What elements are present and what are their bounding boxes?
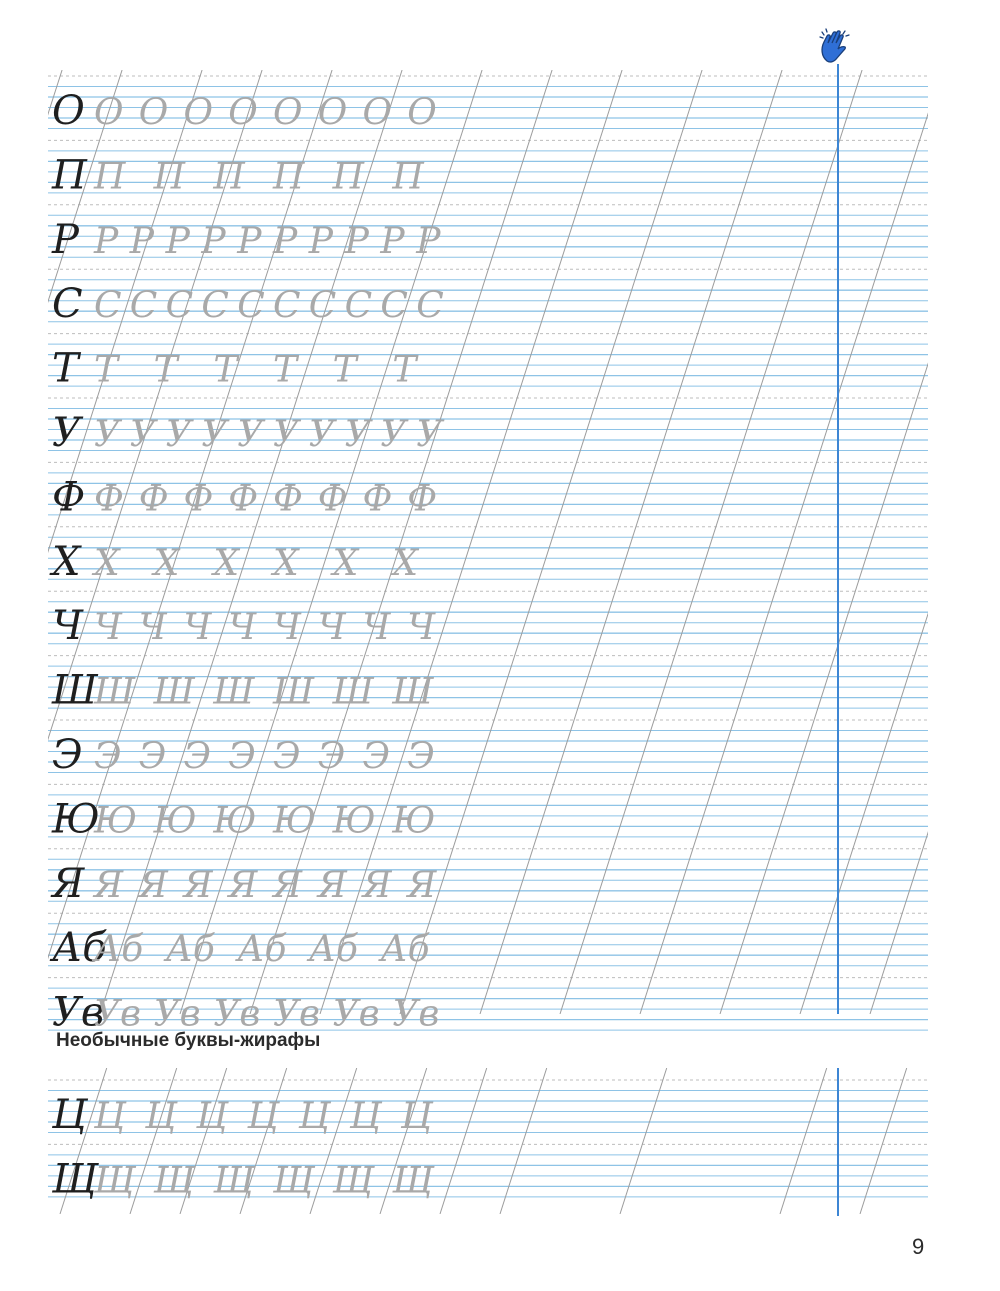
trace-letter: Аб [380,929,430,971]
trace-letter: Щ [332,1160,374,1202]
trace-letter: Аб [308,929,359,971]
trace-letter: Ш [392,671,434,713]
trace-letter: Э [362,736,391,777]
trace-letter: Аб [237,929,287,971]
trace-letter: Ч [228,607,257,649]
trace-letter: Ц [298,1096,330,1137]
ruling-lines [48,76,928,1030]
trace-letter: Ув [332,993,380,1035]
trace-letter: Ц [196,1096,228,1137]
trace-letter: П [332,156,365,198]
page-number: 9 [912,1234,925,1259]
trace-letter: У [201,414,228,455]
trace-letter: Ф [317,478,348,520]
trace-letter: Я [138,864,168,906]
trace-letter: С [94,285,122,327]
slant-guide-line [440,1068,487,1214]
trace-letter: Я [362,864,392,906]
trace-letter: У [165,414,192,455]
trace-letter: Ш [153,671,195,713]
letter-row [52,990,439,1036]
trace-letter: Ч [94,607,122,649]
letter-row [52,603,436,649]
trace-letter: Ю [153,800,197,842]
letter-row [52,474,437,520]
row-sample-letter: Ф [52,474,86,521]
trace-letter: Ю [392,800,436,842]
slant-guide-line [500,1068,547,1214]
slant-guide-line [560,70,862,1014]
trace-letter: У [129,414,156,455]
row-sample-letter: У [52,410,81,456]
trace-letter: П [392,156,424,198]
trace-letter: О [138,92,169,133]
trace-letter: У [308,414,335,455]
letter-row [52,281,444,327]
letter-row [51,668,434,714]
trace-letter: Щ [213,1160,255,1202]
trace-letter: Р [237,220,262,262]
letter-rows [49,88,445,1036]
trace-letter: С [237,285,265,327]
trace-letter: Т [213,349,238,391]
trace-letter: Ч [362,607,391,649]
row-sample-letter: Ш [52,667,98,714]
trace-letter: Р [344,220,369,262]
letter-row [49,539,419,585]
trace-letter: Ц [400,1096,433,1137]
trace-letter: Ч [407,607,436,649]
trace-letter: Э [317,736,346,777]
row-sample-letter: Я [52,860,85,907]
trace-letter: Э [273,736,301,777]
slant-guide-line [620,1068,667,1214]
trace-letter: О [407,92,437,133]
row-sample-letter: Щ [52,1156,98,1203]
trace-letter: П [273,156,305,198]
trace-letter: Ув [94,993,141,1035]
trace-letter: П [94,156,126,198]
trace-letter: П [153,156,186,198]
trace-letter: Я [273,864,303,906]
trace-letter: Ув [153,993,201,1035]
trace-letter: Ц [247,1096,279,1137]
letter-row [51,1092,434,1138]
trace-letter: Т [94,349,119,391]
row-sample-letter: Ц [52,1092,87,1138]
trace-letter: Э [407,736,435,777]
clapping-hands-icon [818,28,852,64]
slant-guide-line [640,70,942,1014]
row-sample-letter: О [52,88,85,134]
trace-letter: С [165,285,194,327]
trace-letter: Ф [362,478,393,520]
trace-letter: У [380,414,407,455]
row-sample-letter: Ув [52,989,105,1036]
trace-letter: С [273,285,301,327]
letter-row [52,410,445,456]
trace-letter: Ф [94,478,124,520]
trace-letter: Ф [138,478,169,520]
trace-letter: О [94,92,124,133]
letter-row [51,217,441,263]
trace-letter: П [213,156,245,198]
trace-letter: Ч [317,607,346,649]
row-sample-letter: Р [52,216,79,263]
trace-letter: Р [165,220,190,262]
trace-letter: Р [201,220,226,262]
letter-row [51,1156,435,1202]
trace-letter: Ц [349,1096,382,1137]
trace-letter: С [344,285,373,327]
row-sample-letter: Ю [52,796,100,843]
trace-letter: Ю [94,800,137,842]
trace-letter: Э [94,736,122,777]
trace-letter: Щ [273,1160,315,1202]
trace-letter: Т [332,349,357,391]
trace-letter: Х [153,542,180,584]
letter-row [49,925,431,971]
trace-letter: Ю [332,800,376,842]
letter-row [51,796,435,842]
letter-row [52,346,419,392]
trace-letter: Аб [94,929,144,971]
trace-letter: Щ [153,1160,195,1202]
trace-letter: Ч [273,607,301,649]
trace-letter: Р [273,220,298,262]
slant-guide-line [870,70,1000,1014]
trace-letter: Ш [94,671,136,713]
trace-letter: Ув [392,993,440,1035]
trace-letter: С [201,285,229,327]
slant-guide-line [860,1068,907,1214]
trace-letter: Т [153,349,178,391]
row-sample-letter: С [52,281,83,328]
trace-letter: С [129,285,158,327]
trace-letter: Ш [213,671,255,713]
row-sample-letter: Аб [52,925,107,972]
trace-letter: Ю [213,800,257,842]
trace-letter: О [362,92,393,133]
trace-letter: С [380,285,408,327]
trace-letter: Р [308,220,334,262]
trace-letter: Э [183,736,212,777]
trace-letter: Э [228,736,256,777]
trace-letter: Ю [273,800,316,842]
trace-letter: Ц [94,1096,126,1137]
trace-letter: Ш [332,671,374,713]
trace-letter: О [317,92,348,133]
trace-letter: С [416,285,444,327]
row-sample-letter: Э [52,732,83,778]
trace-letter: Р [380,220,405,262]
letter-row [52,732,435,778]
trace-letter: Я [228,864,258,906]
trace-letter: Р [416,220,441,262]
trace-letter: Ув [213,993,261,1035]
trace-letter: Х [273,542,299,584]
row-sample-letter: П [52,152,87,199]
trace-letter: Х [213,542,239,584]
trace-letter: О [228,92,258,133]
trace-letter: У [94,414,121,455]
row-sample-letter: Х [52,538,81,585]
slant-guide-line [720,70,1000,1014]
trace-letter: Ч [183,607,212,649]
trace-letter: Х [332,542,359,584]
trace-letter: У [416,414,443,455]
trace-letter: Х [392,542,418,584]
trace-letter: Я [183,864,213,906]
trace-letter: Ф [183,478,214,520]
trace-letter: Х [94,542,120,584]
trace-letter: Ув [273,993,320,1035]
trace-letter: Ф [273,478,303,520]
trace-letter: Я [317,864,347,906]
trace-letter: Щ [94,1160,136,1202]
letter-row [52,88,437,134]
trace-letter: Ч [138,607,167,649]
trace-letter: У [273,414,300,455]
trace-letter: Р [129,220,155,262]
slant-guide-line [780,1068,827,1214]
trace-letter: О [183,92,214,133]
section-title: Необычные буквы-жирафы [56,1030,321,1051]
slant-guide-line [800,70,1000,1014]
trace-letter: Ш [273,671,315,713]
slant-guide-line [400,70,702,1014]
trace-letter: Аб [165,929,215,971]
trace-letter: Р [94,220,119,262]
letter-row [50,861,437,907]
trace-letter: Э [138,736,167,777]
slant-guide-line [480,70,782,1014]
row-sample-letter: Т [52,345,79,392]
trace-letter: У [344,414,371,455]
trace-letter: Щ [392,1160,434,1202]
trace-letter: О [273,92,303,133]
trace-letter: У [237,414,264,455]
trace-letter: Т [273,349,298,391]
trace-letter: Ф [228,478,259,520]
trace-letter: Я [94,864,124,906]
trace-letter: Т [392,349,417,391]
row-sample-letter: Ч [52,603,83,650]
trace-letter: Ф [407,478,438,520]
trace-letter: С [308,285,337,327]
trace-letter: Ц [145,1096,177,1137]
trace-letter: Я [407,864,437,906]
